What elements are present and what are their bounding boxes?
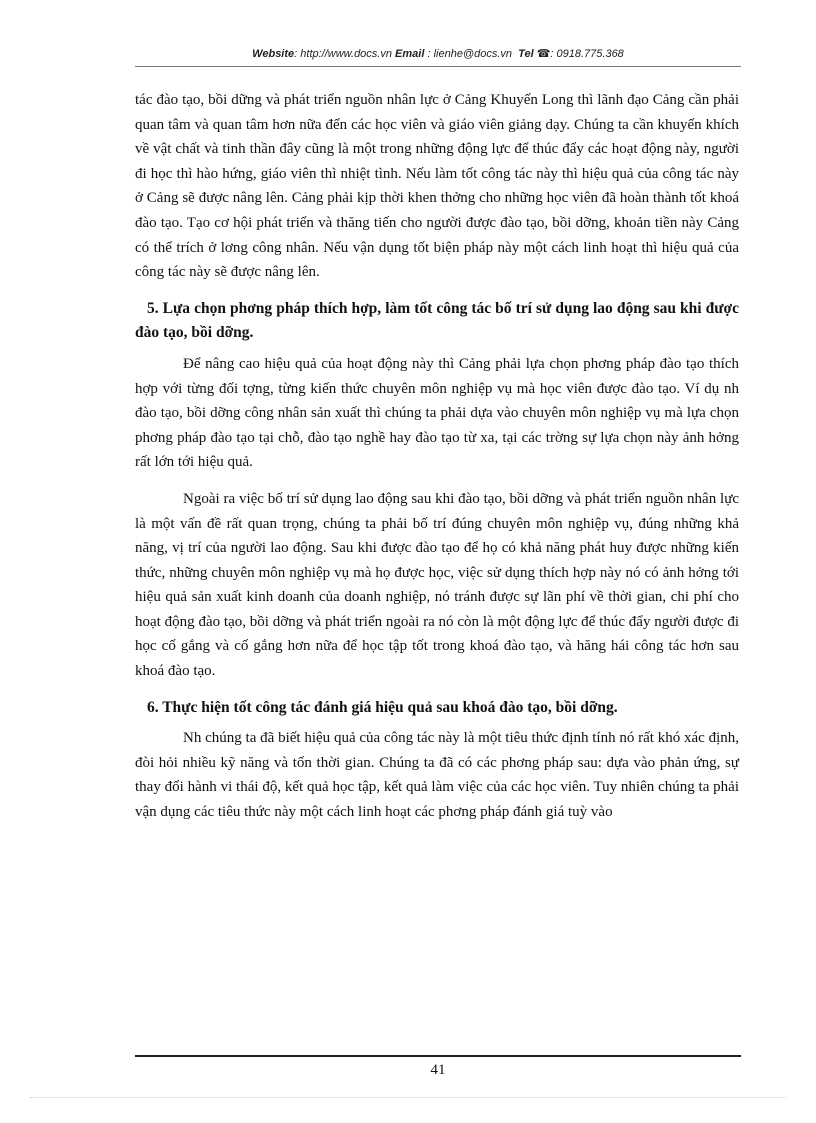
paragraph-3: Ngoài ra việc bố trí sử dụng lao động sau khi đào tạo, bồi dỡng và phát triển nguồn nhân lực là một vấn đề rất quan trọng, chúng ta phải bố trí đúng chuyên môn nghiệp vụ, đúng những khả năng, vị trí của người lao động. Sau khi được đào tạo để họ có khả năng phát huy được những kiến thức, những chuyên môn nghiệp vụ mà họ được học, việc sử dụng thích hợp này nó có ảnh hởng tới hiệu quả sản xuất kinh doanh của doanh nghiệp, nó tránh được sự lãn phí về thời gian, chi phí cho hoạt động đào tạo, bồi dỡng và phát triển ngoài ra nó còn là một động lực để thúc đẩy người được đi học cố gắng và cố gắng hơn nữa để học tập tốt trong khoá đào tạo, và hăng hái công tác hơn sau khoá đào tạo. <box>135 490 739 680</box>
website-label: Website <box>252 48 295 60</box>
email-value: : lienhe@docs.vn <box>424 48 513 60</box>
section-heading-6: 6. Thực hiện tốt công tác đánh giá hiệu quả sau khoá đào tạo, bồi dỡng. <box>147 698 618 716</box>
page-bottom-border <box>30 1097 786 1098</box>
footer-divider <box>135 1055 741 1057</box>
page-header <box>135 47 741 60</box>
paragraph-2: Để nâng cao hiệu quả của hoạt động này thì Cảng phải lựa chọn phơng pháp đào tạo thích hợp với từng đối tợng, từng kiến thức chuyên môn nghiệp vụ mà học viên được đào tạo. Ví dụ nh đào tạo, bồi dỡng công nhân sản xuất thì chúng ta phải dựa vào chuyên môn nghiệp vụ mà lựa chọn phơng pháp đào tạo tại chỗ, đào tạo nghề hay đào tạo từ xa, tại các trờng sự lựa chọn này ảnh hởng rất lớn tới hiệu quả. <box>135 355 739 471</box>
document-body <box>135 88 739 837</box>
header-divider <box>135 66 741 67</box>
tel-value: ☎: 0918.775.368 <box>533 48 624 60</box>
email-label: Email <box>395 48 425 60</box>
tel-label: Tel <box>518 48 534 60</box>
section-heading-5: 5. Lựa chọn phơng pháp thích hợp, làm tốt công tác bố trí sử dụng lao động sau khi được đào tạo, bồi dỡng. <box>135 299 739 342</box>
website-value: : http://www.docs.vn <box>294 48 392 60</box>
paragraph-4: Nh chúng ta đã biết hiệu quả của công tác này là một tiêu thức định tính nó rất khó xác định, đòi hỏi nhiều kỹ năng và tốn thời gian. Chúng ta đã có các phơng pháp sau: dựa vào phản ứng, sự thay đổi hành vi thái độ, kết quả học tập, kết quả làm việc của các học viên. Tuy nhiên chúng ta phải vận dụng các tiêu thức này một cách linh hoạt các phơng pháp đánh giá tuỳ vào <box>135 730 739 821</box>
page-number: 41 <box>430 1062 446 1078</box>
paragraph-1: tác đào tạo, bồi dững và phát triển nguồn nhân lực ở Cảng Khuyến Long thì lãnh đạo Cảng cần phải quan tâm và quan tâm hơn nữa đến các học viên và giáo viên giảng dạy. Chúng ta cần khuyến khích về vật chất và tinh thần đây cũng là một trong những động lực để thúc đẩy các hoạt động này, người đi học thì hào hứng, giáo viên thì nhiệt tình. Nếu làm tốt công tác này thì hiệu quả của công tác này ở Cảng sẽ được nâng lên. Cảng phải kịp thời khen thởng cho những học viên đã hoàn thành tốt khoá đào tạo. Tạo cơ hội phát triển và thăng tiến cho người được đào tạo, bồi dỡng, khoản tiền này Cảng có thể trích ở lơng công nhân. Nếu vận dụng tốt biện pháp này một cách linh hoạt thì hiệu quả của công tác này sẽ được nâng lên. <box>135 92 739 281</box>
